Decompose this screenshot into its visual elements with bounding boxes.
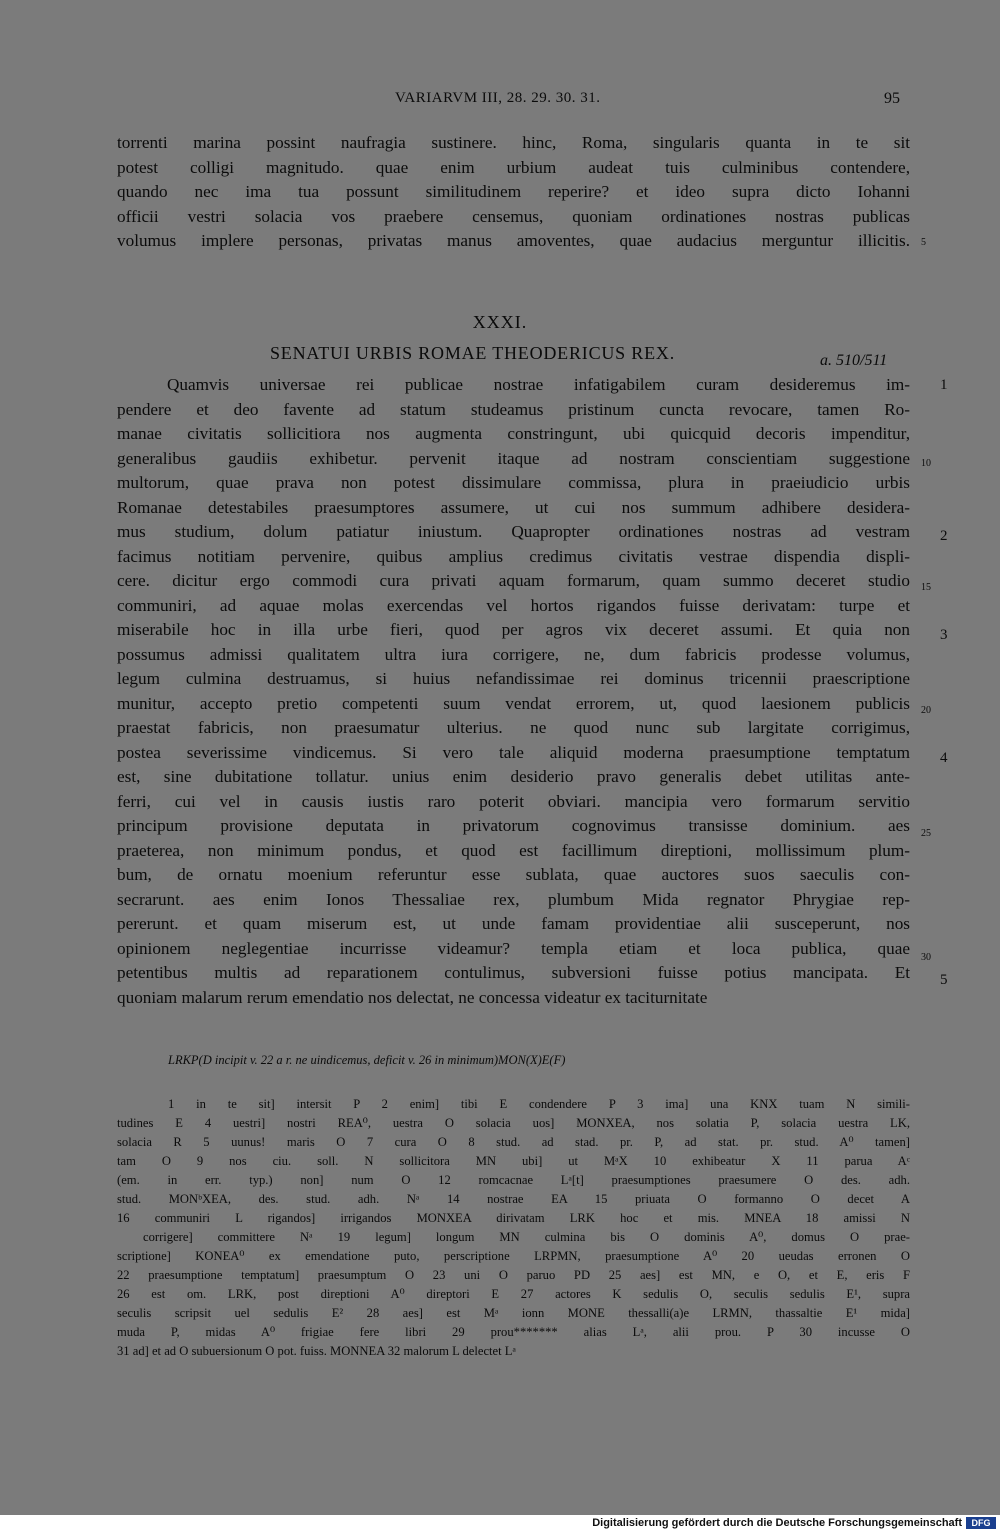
text-line: munitur, accepto pretio competenti suum vendat errorem, ut, quod laesionem publicis	[117, 693, 910, 713]
section-marker: 4	[940, 750, 948, 766]
line-number: 25	[921, 828, 931, 839]
line-number: 15	[921, 582, 931, 593]
text-line: torrenti marina possint naufragia sustinere. hinc, Roma, singularis quanta in te sit	[117, 133, 910, 152]
text-line: quando nec ima tua possunt similitudinem reperire? et ideo supra dicto Iohanni	[117, 182, 910, 201]
running-head: VARIARVM III, 28. 29. 30. 31.	[395, 90, 601, 106]
line-number: 5	[921, 237, 926, 248]
apparatus-line: (em. in err. typ.) non] num O 12 romcacnae Lᵃ[t] praesumptiones praesumere O des. adh.	[117, 1173, 910, 1187]
text-line: possumus admissi qualitatem ultra iura corrigere, ne, dum fabricis prodesse volumus,	[117, 644, 910, 664]
text-line: manae civitatis sollicitiora nos augmenta constringunt, ubi quicquid decoris impenditur,	[117, 424, 910, 443]
apparatus-line: 31 ad] et ad O subuersionum O pot. fuiss. MONNEA 32 malorum L delectet Lᵃ	[117, 1344, 516, 1358]
text-line: pererunt. et quam miserum est, ut unde famam providentiae alii susceperunt, nos	[117, 914, 910, 933]
apparatus-line: stud. MONᵇXEA, des. stud. adh. Nᵃ 14 nostrae EA 15 priuata O formanno O decet A	[117, 1192, 910, 1206]
section-marker: 3	[940, 627, 948, 643]
apparatus-line: corrigere] committere Nᵃ 19 legum] longum MN culmina bis O dominis A⁰, domus O prae-	[143, 1230, 910, 1244]
dfg-logo-icon: DFG	[966, 1517, 996, 1529]
text-line: legum culmina destruamus, si huius nefandissimae rei dominus tricennii praescriptione	[117, 669, 910, 688]
text-line: ferri, cui vel in causis iustis raro poterit obviari. mancipia vero formarum servitio	[117, 791, 910, 811]
apparatus-line: scriptione] KONEA⁰ ex emendatione puto, perscriptione LRPMN, praesumptione A⁰ 20 ueudas erronen O	[117, 1249, 910, 1263]
text-line: bum, de ornatu moenium referuntur esse sublata, quae auctores suos saeculis con-	[117, 865, 910, 884]
apparatus-line: 26 est om. LRK, post direptioni A⁰ direptori E 27 actores K sedulis O, seculis sedulis E¹, supra	[117, 1287, 910, 1301]
text-line: communiri, ad aquae molas exercendas vel hortos rigandos fuisse derivatam: turpe et	[117, 595, 910, 615]
apparatus-line: tudines E 4 uestri] nostri REA⁰, uestra O solacia uos] MONXEA, nos solatia P, solacia uestra LK,	[117, 1116, 910, 1130]
apparatus-line: 22 praesumptione temptatum] praesumptum O 23 uni O paruo PD 25 aes] est MN, e O, et E, eris F	[117, 1268, 910, 1282]
text-line: praestat fabricis, non praesumatur ulterius. ne quod nunc sub largitate corrigimus,	[117, 718, 910, 737]
apparatus-line: solacia R 5 uunus! maris O 7 cura O 8 stud. ad stad. pr. P, ad stat. pr. stud. A⁰ tamen]	[117, 1135, 910, 1149]
text-line: secrarunt. aes enim Ionos Thessaliae rex, plumbum Mida regnator Phrygiae rep-	[117, 889, 910, 909]
text-line: cere. dicitur ergo commodi cura privati aquam formarum, quam summo deceret studio	[117, 571, 910, 590]
apparatus-line: seculis scripsit uel sedulis E² 28 aes] est Mᵃ ionn MONE thessalli(a)e LRMN, thassaltie E¹ mida]	[117, 1306, 910, 1320]
section-number: XXXI.	[472, 312, 528, 332]
text-line: opinionem neglegentiae incurrisse videamur? templa etiam et loca publica, quae	[117, 938, 910, 958]
section-marker: 5	[940, 972, 948, 988]
text-line: quoniam malarum rerum emendatio nos delectat, ne concessa videatur ex taciturnitate	[117, 987, 708, 1007]
text-line: volumus implere personas, privatas manus amoventes, quae audacius merguntur illicitis.	[117, 231, 910, 250]
text-line: praeterea, non minimum pondus, et quod est facillimum direptioni, mollissimum plum-	[117, 840, 910, 860]
text-line: miserabile hoc in illa urbe fieri, quod per agros vix deceret assumi. Et quia non	[117, 620, 910, 639]
line-number: 30	[921, 952, 931, 963]
apparatus-line: tam O 9 nos ciu. soll. N sollicitora MN ubi] ut MᵃX 10 exhibeatur X 11 parua Aᶜ	[117, 1154, 910, 1168]
section-marker: 2	[940, 528, 948, 544]
text-line: officii vestri solacia vos praebere censemus, quoniam ordinationes nostras publicas	[117, 206, 910, 226]
text-line: generalibus gaudiis exhibetur. pervenit itaque ad nostram conscientiam suggestione	[117, 448, 910, 468]
text-line: est, sine dubitatione tollatur. unius enim desiderio pravo generalis debet utilitas ante-	[117, 767, 910, 786]
text-line: multorum, quae prava non potest dissimulare commissa, plura in praeiudicio urbis	[117, 473, 910, 492]
section-title: SENATUI URBIS ROMAE THEODERICUS REX.	[270, 343, 675, 363]
line-number: 20	[921, 705, 931, 716]
apparatus-line: 16 communiri L rigandos] irrigandos MONXEA dirivatam LRK hoc et mis. MNEA 18 amissi N	[117, 1211, 910, 1225]
text-line: Romanae detestabiles praesumptores assumere, ut cui nos summum adhibere desidera-	[117, 497, 910, 517]
text-line: facimus notitiam pervenire, quibus amplius credimus civitatis vestrae dispendia displi-	[117, 546, 910, 566]
line-number: 10	[921, 458, 931, 469]
text-line: principum provisione deputata in privatorum cognovimus transisse dominium. aes	[117, 816, 910, 835]
page-number: 95	[884, 90, 900, 107]
manuscript-sigla: LRKP(D incipit v. 22 a r. ne uindicemus, deficit v. 26 in minimum)MON(X)E(F)	[168, 1053, 566, 1067]
text-line: pendere et deo favente ad statum studeamus pristinum cuncta revocare, tamen Ro-	[117, 399, 910, 419]
text-line: mus studium, dolum patiatur iniustum. Quapropter ordinationes nostras ad vestram	[117, 522, 910, 541]
apparatus-line: 1 in te sit] intersit P 2 enim] tibi E condendere P 3 ima] una KNX tuam N simili-	[168, 1097, 910, 1111]
section-date: a. 510/511	[820, 352, 888, 369]
footer-credit: Digitalisierung gefördert durch die Deutsche Forschungsgemeinschaft	[592, 1517, 962, 1529]
text-line: postea severissime vindicemus. Si vero tale aliquid moderna praesumptione temptatum	[117, 742, 910, 762]
text-line: petentibus multis ad reparationem contulimus, subversioni fuisse potius mancipata. Et	[117, 963, 910, 982]
apparatus-line: muda P, midas A⁰ frigiae fere libri 29 prou******* alias Lᵃ, alii prou. P 30 incusse O	[117, 1325, 910, 1339]
text-line: Quamvis universae rei publicae nostrae infatigabilem curam desideremus im-	[167, 375, 910, 394]
text-line: potest colligi magnitudo. quae enim urbium audeat tuis culminibus contendere,	[117, 157, 910, 177]
section-marker: 1	[940, 377, 948, 393]
